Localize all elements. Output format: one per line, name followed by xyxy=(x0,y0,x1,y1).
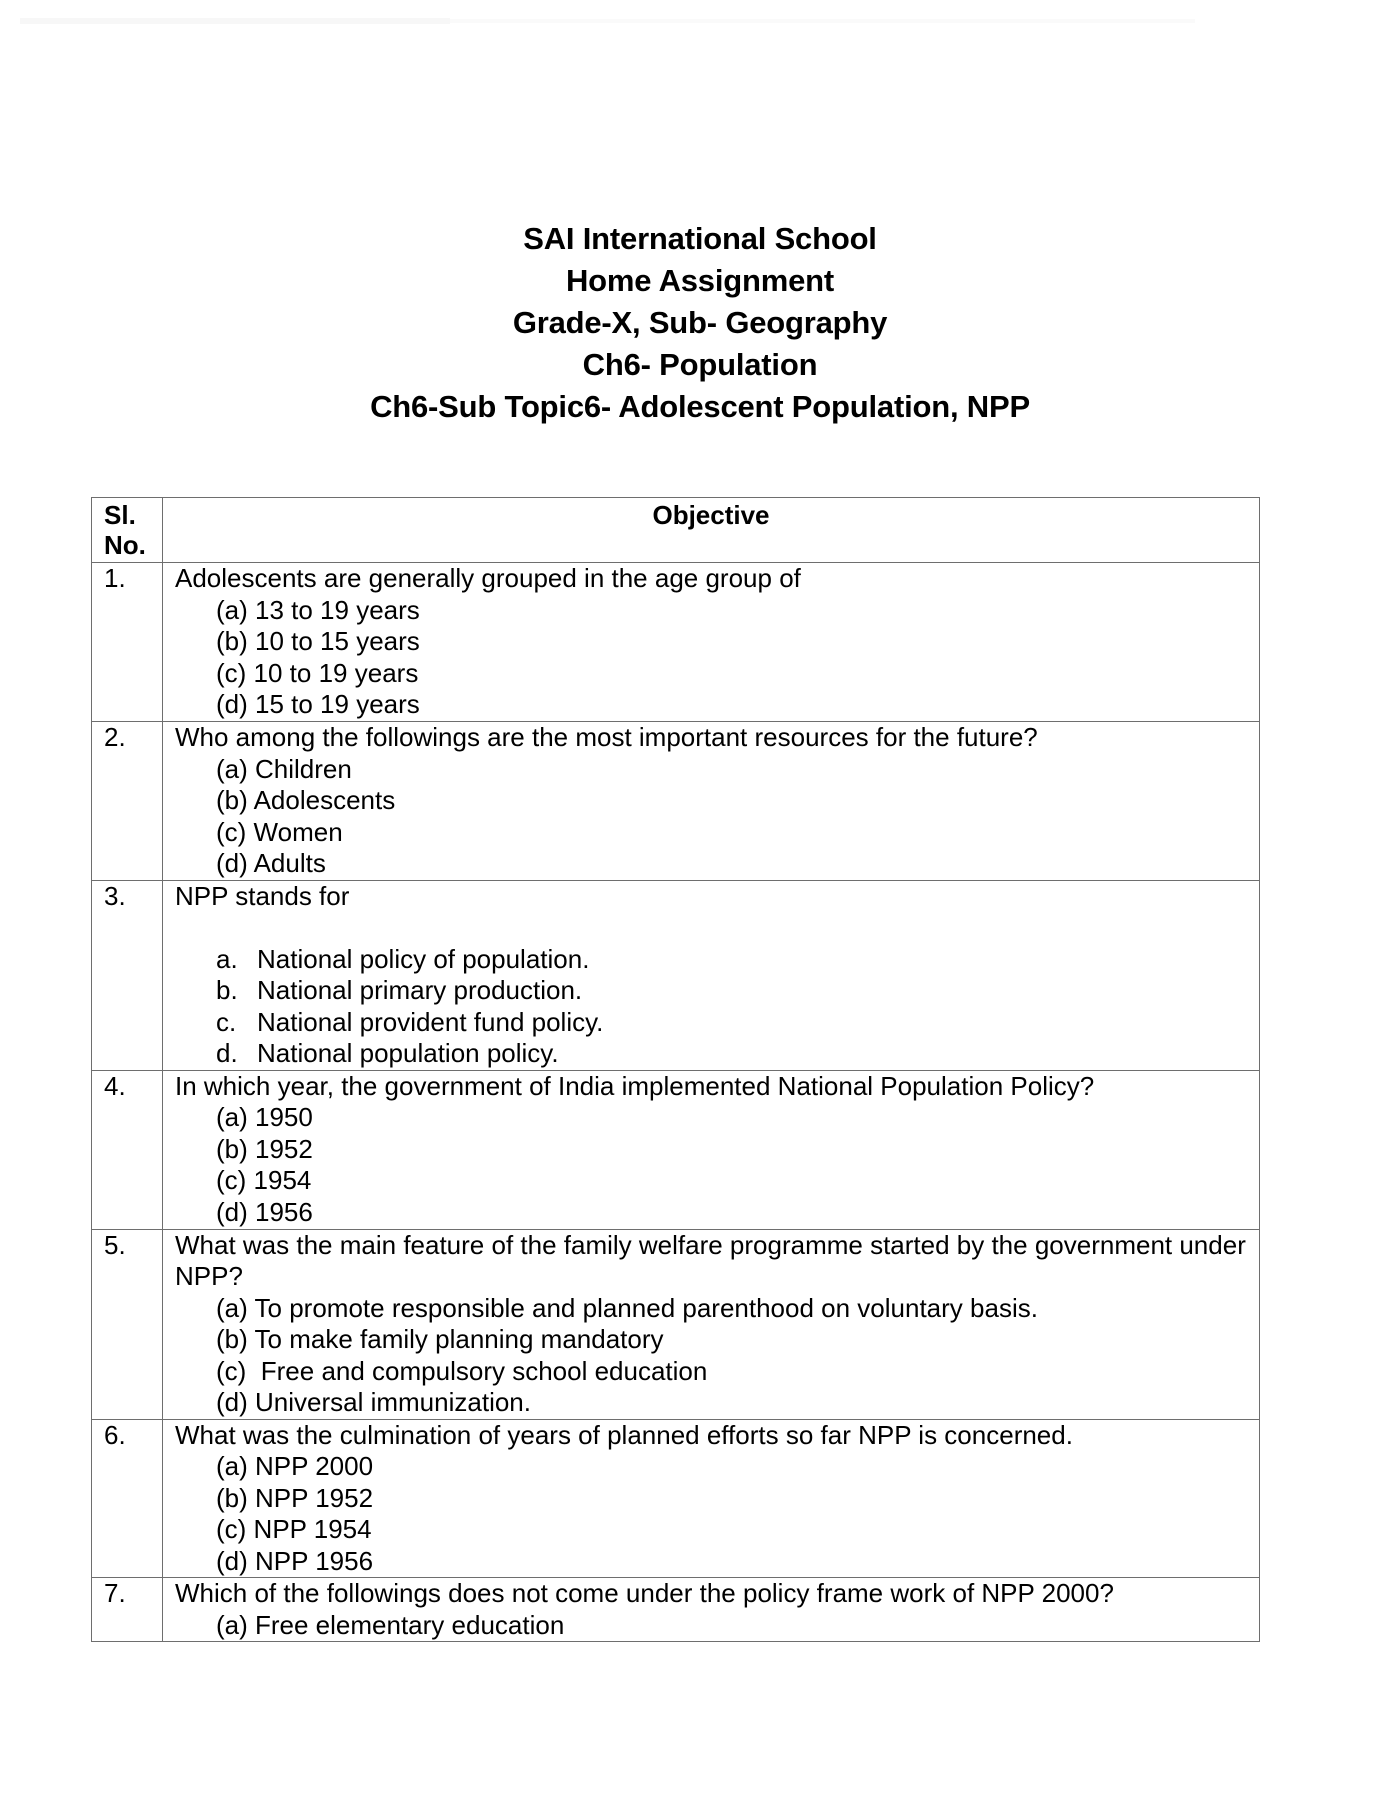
option-b: (b) 1952 xyxy=(216,1133,313,1164)
question-cell xyxy=(163,1419,1260,1578)
question-text: NPP stands for xyxy=(175,880,350,911)
option-c: (c) Free and compulsory school education xyxy=(216,1355,708,1386)
option-d xyxy=(175,1038,1249,1070)
question-text: What was the culmination of years of planned efforts so far NPP is concerned. xyxy=(175,1419,1073,1450)
option-c: (c) 10 to 19 years xyxy=(216,657,419,688)
option-d: (d) 15 to 19 years xyxy=(216,689,420,719)
question-text: Which of the followings does not come under the policy frame work of NPP 2000? xyxy=(175,1578,1114,1608)
option-a xyxy=(175,944,1249,976)
serial-number: 7. xyxy=(92,1578,163,1642)
option-b: (b) To make family planning mandatory xyxy=(216,1324,664,1354)
blank-line xyxy=(175,912,1249,944)
column-header-sl-no xyxy=(92,498,163,563)
sl-header-line1: Sl. xyxy=(104,500,136,530)
questions-table xyxy=(91,497,1260,1642)
serial-number: 4. xyxy=(92,1070,163,1229)
question-text: In which year, the government of India implemented National Population Policy? xyxy=(175,1070,1095,1101)
table-row xyxy=(92,880,1260,1070)
column-header-objective: Objective xyxy=(163,498,1260,563)
option-d: (d) Adults xyxy=(216,848,326,878)
option-text: National provident fund policy. xyxy=(257,1006,604,1037)
page-edge-shadow xyxy=(20,18,450,24)
option-text: National policy of population. xyxy=(257,943,590,974)
option-letter: b. xyxy=(216,975,238,1005)
option-c: (c) NPP 1954 xyxy=(216,1514,372,1544)
option-a: (a) NPP 2000 xyxy=(216,1451,374,1481)
option-c: (c) Women xyxy=(216,816,343,847)
option-a: (a) 13 to 19 years xyxy=(216,594,420,625)
assignment-title: Home Assignment xyxy=(565,263,834,298)
option-letter: c. xyxy=(216,1006,237,1037)
document-header xyxy=(0,218,1390,428)
question-cell xyxy=(163,1229,1260,1419)
question-cell xyxy=(163,1070,1260,1229)
table-header-row xyxy=(92,498,1260,563)
subtopic-title: Ch6-Sub Topic6- Adolescent Population, NPP xyxy=(370,389,1030,424)
question-text: Adolescents are generally grouped in the age group of xyxy=(175,563,801,593)
option-c: (c) 1954 xyxy=(216,1165,312,1195)
chapter-title: Ch6- Population xyxy=(582,347,818,382)
serial-number: 5. xyxy=(92,1229,163,1419)
question-cell xyxy=(163,722,1260,881)
option-b: (b) Adolescents xyxy=(216,785,396,815)
question-cell xyxy=(163,880,1260,1070)
option-c xyxy=(175,1007,1249,1039)
serial-number: 6. xyxy=(92,1419,163,1578)
grade-subject: Grade-X, Sub- Geography xyxy=(512,305,888,340)
table-row xyxy=(92,1070,1260,1229)
option-a: (a) Children xyxy=(216,753,352,784)
option-letter: a. xyxy=(216,943,238,974)
option-letter: d. xyxy=(216,1038,238,1068)
option-d: (d) Universal immunization. xyxy=(216,1387,531,1417)
option-a: (a) Free elementary education xyxy=(216,1609,565,1640)
serial-number: 1. xyxy=(92,563,163,722)
option-text: National primary production. xyxy=(257,975,583,1005)
option-b xyxy=(175,975,1249,1007)
question-text: What was the main feature of the family welfare programme started by the government under NPP? xyxy=(175,1229,1246,1291)
page-edge-shadow xyxy=(450,19,1195,23)
sl-header-line2: No. xyxy=(104,530,146,560)
option-a: (a) To promote responsible and planned parenthood on voluntary basis. xyxy=(216,1292,1038,1323)
table-row xyxy=(92,1578,1260,1642)
table-row xyxy=(92,722,1260,881)
serial-number: 3. xyxy=(92,880,163,1070)
option-b: (b) NPP 1952 xyxy=(216,1482,374,1513)
option-d: (d) 1956 xyxy=(216,1196,313,1227)
question-text: Who among the followings are the most important resources for the future? xyxy=(175,722,1038,752)
option-d: (d) NPP 1956 xyxy=(216,1545,374,1576)
serial-number: 2. xyxy=(92,722,163,881)
question-cell xyxy=(163,563,1260,722)
option-b: (b) 10 to 15 years xyxy=(216,626,420,656)
option-text: National population policy. xyxy=(257,1038,559,1068)
school-name: SAI International School xyxy=(523,221,877,256)
table-row xyxy=(92,1229,1260,1419)
question-cell xyxy=(163,1578,1260,1642)
option-a: (a) 1950 xyxy=(216,1102,313,1132)
table-row xyxy=(92,563,1260,722)
table-row xyxy=(92,1419,1260,1578)
